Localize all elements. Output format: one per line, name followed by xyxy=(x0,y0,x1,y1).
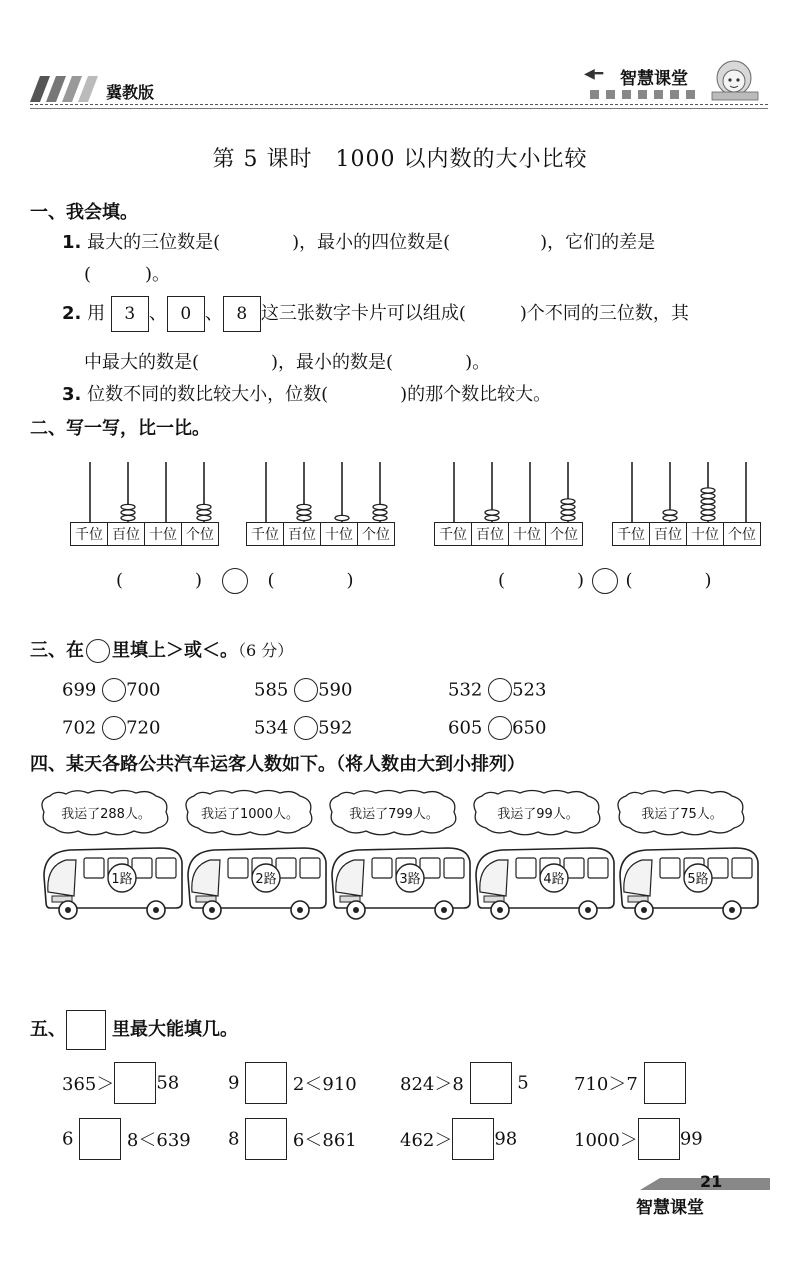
compare-left: 532 xyxy=(448,679,483,701)
section4-heading: 四、某天各路公共汽车运客人数如下。（将人数由大到小排列） xyxy=(30,754,525,775)
abacus-rods xyxy=(246,462,402,522)
header-divider-2 xyxy=(30,108,768,109)
abacus xyxy=(70,462,226,543)
abacus-bead xyxy=(663,515,677,520)
fill-item xyxy=(574,1118,703,1160)
place-label: 千位 xyxy=(435,523,472,546)
header-squares xyxy=(590,90,720,100)
abacus-bead xyxy=(561,515,575,520)
bus-icon xyxy=(40,842,186,922)
compare-circle[interactable] xyxy=(222,568,248,594)
compare-right: 590 xyxy=(318,679,353,701)
section3-score: （6 分） xyxy=(238,641,294,660)
compare-item xyxy=(62,678,160,702)
compare-right: 720 xyxy=(126,717,161,739)
fill-right: 6＜861 xyxy=(292,1130,357,1151)
fill-box[interactable] xyxy=(470,1062,512,1104)
abacus-bead xyxy=(373,504,387,509)
fill-box[interactable] xyxy=(79,1118,121,1160)
fill-box[interactable] xyxy=(114,1062,156,1104)
abacus-bead xyxy=(701,510,715,515)
section2-heading: 二、写一写，比一比。 xyxy=(30,418,210,439)
abacus xyxy=(612,462,768,543)
compare-circle[interactable] xyxy=(102,678,126,702)
fill-left: 824＞8 xyxy=(400,1074,464,1095)
abacus-bead xyxy=(297,504,311,509)
fill-right: 98 xyxy=(494,1128,518,1150)
bus-icon xyxy=(328,842,474,922)
speech-text: 我运了75人。 xyxy=(641,807,723,822)
bus-icon xyxy=(472,842,618,922)
fill-item xyxy=(400,1062,529,1104)
place-label: 千位 xyxy=(613,523,650,546)
q3-number: 3. xyxy=(62,384,82,405)
q2-line2: 中最大的数是( )，最小的数是( )。 xyxy=(84,352,491,373)
fill-right: 58 xyxy=(156,1072,180,1094)
speech-bubble xyxy=(180,788,320,840)
box-symbol xyxy=(66,1010,106,1050)
route-label: 2路 xyxy=(255,872,277,887)
place-label: 个位 xyxy=(182,523,219,546)
q1-line1 xyxy=(62,228,655,254)
compare-item xyxy=(254,678,352,702)
place-label: 百位 xyxy=(108,523,145,546)
header-arrow: ◀━ xyxy=(584,66,604,82)
card-sep: 、 xyxy=(204,303,223,324)
q1-number: 1. xyxy=(62,232,82,253)
speech-bubble xyxy=(468,788,608,840)
speech-text: 我运了799人。 xyxy=(349,807,439,822)
speech-text: 我运了1000人。 xyxy=(200,807,300,822)
place-label: 百位 xyxy=(472,523,509,546)
abacus-bead xyxy=(485,515,499,520)
abacus-bead xyxy=(297,510,311,515)
compare-left: 605 xyxy=(448,717,483,739)
compare-left: 534 xyxy=(254,717,289,739)
place-value-table xyxy=(434,522,583,546)
fill-item xyxy=(574,1062,686,1104)
compare-right: 700 xyxy=(126,679,161,701)
compare-item xyxy=(254,716,352,740)
header-divider xyxy=(30,104,768,105)
fill-left: 6 xyxy=(62,1128,74,1150)
fill-left: 1000＞ xyxy=(574,1130,638,1151)
card-sep: 、 xyxy=(148,303,167,324)
abacus xyxy=(434,462,590,543)
fill-right: 99 xyxy=(679,1128,703,1150)
compare-left: 585 xyxy=(254,679,289,701)
abacus-bead xyxy=(561,510,575,515)
abacus-bead xyxy=(197,510,211,515)
compare-item xyxy=(448,678,546,702)
compare-circle[interactable] xyxy=(102,716,126,740)
section1-heading: 一、我会填。 xyxy=(30,202,138,223)
compare-circle[interactable] xyxy=(592,568,618,594)
fill-left: 9 xyxy=(228,1072,240,1094)
compare-right: 592 xyxy=(318,717,353,739)
fill-left: 462＞ xyxy=(400,1130,453,1151)
fill-item xyxy=(228,1062,357,1104)
bus-icon xyxy=(184,842,330,922)
compare-item xyxy=(62,716,160,740)
abacus-bead xyxy=(701,504,715,509)
compare-circle[interactable] xyxy=(488,716,512,740)
fill-left: 365＞ xyxy=(62,1074,115,1095)
fill-item xyxy=(62,1062,179,1104)
abacus-bead xyxy=(197,504,211,509)
digit-card: 3 xyxy=(111,296,149,332)
section3-heading-b: 里填上＞或＜。 xyxy=(112,640,238,661)
speech-text: 我运了288人。 xyxy=(61,807,151,822)
abacus-bead xyxy=(373,510,387,515)
fill-left: 710＞7 xyxy=(574,1074,638,1095)
place-label: 千位 xyxy=(71,523,108,546)
fill-item xyxy=(228,1118,357,1160)
q3-line xyxy=(62,380,551,406)
fill-item xyxy=(400,1118,517,1160)
speech-bubble xyxy=(612,788,752,840)
page-number: 21 xyxy=(700,1172,723,1191)
lesson-title: 第 5 课时 1000 以内数的大小比较 xyxy=(212,147,588,172)
fill-box[interactable] xyxy=(245,1062,287,1104)
abacus-bead xyxy=(485,510,499,515)
abacus-bead xyxy=(701,515,715,520)
section3-heading-a: 三、在 xyxy=(30,640,84,661)
abacus-bead xyxy=(701,488,715,493)
q2-post: 这三张数字卡片可以组成( )个不同的三位数，其 xyxy=(260,303,689,324)
q2-pre: 用 xyxy=(81,303,106,324)
compare-circle[interactable] xyxy=(488,678,512,702)
abacus-bead xyxy=(373,515,387,520)
fill-box[interactable] xyxy=(638,1118,680,1160)
abacus-bead xyxy=(121,515,135,520)
answer-paren: ( ) xyxy=(116,570,203,591)
abacus xyxy=(246,462,402,543)
fill-box[interactable] xyxy=(245,1118,287,1160)
place-label: 十位 xyxy=(687,523,724,546)
place-value-table xyxy=(70,522,219,546)
abacus-bead xyxy=(121,504,135,509)
place-value-table xyxy=(246,522,395,546)
section5-heading xyxy=(30,1010,238,1050)
fill-left: 8 xyxy=(228,1128,240,1150)
place-label: 十位 xyxy=(509,523,546,546)
abacus-compare-2 xyxy=(498,566,712,594)
abacus-bead xyxy=(701,499,715,504)
speech-text: 我运了99人。 xyxy=(497,807,579,822)
abacus-rods xyxy=(70,462,226,522)
section5-heading-b: 里最大能填几。 xyxy=(112,1019,238,1040)
abacus-bead xyxy=(297,515,311,520)
abacus-bead xyxy=(561,499,575,504)
abacus-rods xyxy=(612,462,768,522)
place-label: 十位 xyxy=(145,523,182,546)
abacus-bead xyxy=(121,510,135,515)
place-label: 十位 xyxy=(321,523,358,546)
fill-box[interactable] xyxy=(644,1062,686,1104)
route-label: 3路 xyxy=(399,872,421,887)
abacus-rods xyxy=(434,462,590,522)
answer-paren: ( ) xyxy=(267,570,354,591)
edition-label: 冀教版 xyxy=(106,83,155,102)
fill-right: 5 xyxy=(517,1072,529,1094)
abacus-bead xyxy=(663,510,677,515)
compare-circle[interactable] xyxy=(294,716,318,740)
q1-text: 最大的三位数是( )，最小的四位数是( )，它们的差是 xyxy=(81,232,656,253)
digit-card: 8 xyxy=(223,296,261,332)
place-label: 个位 xyxy=(546,523,583,546)
footer-brand: 智慧课堂 xyxy=(636,1198,704,1218)
answer-paren: ( ) xyxy=(625,570,712,591)
fill-box[interactable] xyxy=(452,1118,494,1160)
place-label: 千位 xyxy=(247,523,284,546)
route-label: 5路 xyxy=(687,872,709,887)
route-label: 1路 xyxy=(111,872,133,887)
digit-card: 0 xyxy=(167,296,205,332)
abacus-bead xyxy=(335,515,349,520)
q1-line2: ( )。 xyxy=(84,264,171,285)
section3-heading xyxy=(30,636,293,663)
compare-left: 702 xyxy=(62,717,97,739)
abacus-compare-1 xyxy=(116,566,354,594)
header-brand: 智慧课堂 xyxy=(620,69,688,89)
place-label: 百位 xyxy=(284,523,321,546)
place-value-table xyxy=(612,522,761,546)
q2-number: 2. xyxy=(62,303,82,324)
circle-symbol xyxy=(86,639,110,663)
route-label: 4路 xyxy=(543,872,565,887)
bus-icon xyxy=(616,842,762,922)
compare-circle[interactable] xyxy=(294,678,318,702)
abacus-bead xyxy=(561,504,575,509)
fill-right: 2＜910 xyxy=(292,1074,357,1095)
speech-bubble xyxy=(324,788,464,840)
answer-paren: ( ) xyxy=(498,570,585,591)
compare-left: 699 xyxy=(62,679,97,701)
q3-text: 位数不同的数比较大小，位数( )的那个数比较大。 xyxy=(81,384,552,405)
speech-bubble xyxy=(36,788,176,840)
fill-right: 8＜639 xyxy=(126,1130,191,1151)
abacus-bead xyxy=(701,493,715,498)
fill-item xyxy=(62,1118,191,1160)
q2-line1 xyxy=(62,296,689,332)
compare-right: 650 xyxy=(512,717,547,739)
header-stripes xyxy=(30,76,102,102)
section5-heading-a: 五、 xyxy=(30,1019,66,1040)
place-label: 个位 xyxy=(724,523,761,546)
compare-item xyxy=(448,716,546,740)
abacus-bead xyxy=(197,515,211,520)
place-label: 个位 xyxy=(358,523,395,546)
compare-right: 523 xyxy=(512,679,547,701)
place-label: 百位 xyxy=(650,523,687,546)
